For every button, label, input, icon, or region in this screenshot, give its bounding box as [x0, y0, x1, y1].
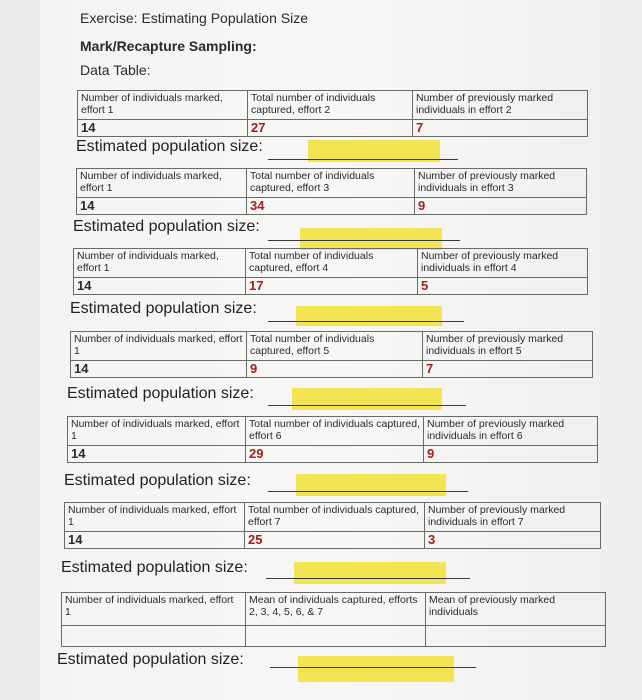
value-previously-marked: 7	[413, 120, 588, 137]
header-mean-previously-marked: Mean of previously marked individuals	[426, 593, 606, 626]
value-mean-previously-marked[interactable]	[426, 626, 606, 647]
header-marked-effort-1: Number of individuals marked, effort 1	[68, 417, 246, 446]
header-previously-marked: Number of previously marked individuals in effort 7	[425, 503, 601, 532]
answer-highlight	[300, 228, 442, 250]
header-captured: Total number of individuals captured, effort 7	[245, 503, 425, 532]
section-subtitle: Mark/Recapture Sampling:	[80, 38, 257, 54]
answer-line[interactable]	[268, 240, 460, 241]
estimate-label: Estimated population size:	[57, 651, 244, 668]
header-captured: Total number of individuals captured, effort 2	[248, 91, 413, 120]
answer-line[interactable]	[268, 159, 458, 160]
value-marked: 14	[71, 361, 247, 378]
header-marked-effort-1: Number of individuals marked, effort 1	[71, 332, 247, 361]
estimate-label: Estimated population size:	[73, 218, 260, 235]
data-table-means	[61, 592, 606, 647]
value-previously-marked: 7	[423, 361, 593, 378]
value-marked: 14	[65, 532, 245, 549]
answer-highlight	[298, 656, 454, 682]
value-previously-marked: 5	[418, 278, 588, 295]
estimate-label: Estimated population size:	[76, 138, 263, 155]
estimate-label: Estimated population size:	[67, 385, 254, 402]
header-marked-effort-1: Number of individuals marked, effort 1	[62, 593, 246, 626]
data-table-effort-7	[64, 502, 601, 549]
answer-line[interactable]	[270, 667, 476, 668]
data-table-effort-3	[76, 168, 587, 215]
table-label: Data Table:	[80, 62, 151, 78]
answer-highlight	[296, 474, 446, 496]
answer-line[interactable]	[268, 321, 464, 322]
header-previously-marked: Number of previously marked individuals in effort 5	[423, 332, 593, 361]
value-previously-marked: 9	[424, 446, 598, 463]
data-table-effort-4	[73, 248, 588, 295]
value-marked: 14	[78, 120, 248, 137]
value-marked: 14	[77, 198, 247, 215]
header-previously-marked: Number of previously marked individuals in effort 2	[413, 91, 588, 120]
header-previously-marked: Number of previously marked individuals in effort 6	[424, 417, 598, 446]
answer-line[interactable]	[268, 405, 466, 406]
header-marked-effort-1: Number of individuals marked, effort 1	[65, 503, 245, 532]
estimate-label: Estimated population size:	[70, 300, 257, 317]
estimate-label: Estimated population size:	[64, 472, 251, 489]
value-previously-marked: 3	[425, 532, 601, 549]
header-marked-effort-1: Number of individuals marked, effort 1	[78, 91, 248, 120]
header-captured: Total number of individuals captured, effort 5	[247, 332, 423, 361]
header-captured: Total number of individuals captured, effort 4	[246, 249, 418, 278]
value-captured: 27	[248, 120, 413, 137]
header-captured: Total number of individuals captured, effort 6	[246, 417, 424, 446]
answer-line[interactable]	[266, 578, 470, 579]
header-captured: Total number of individuals captured, effort 3	[247, 169, 415, 198]
data-table-effort-2	[77, 90, 588, 137]
header-mean-captured: Mean of individuals captured, efforts 2, 3, 4, 5, 6, & 7	[246, 593, 426, 626]
value-marked: 14	[74, 278, 246, 295]
value-captured: 9	[247, 361, 423, 378]
estimate-label: Estimated population size:	[61, 559, 248, 576]
data-table-effort-6	[67, 416, 598, 463]
header-previously-marked: Number of previously marked individuals in effort 3	[415, 169, 587, 198]
answer-highlight	[292, 388, 442, 410]
value-mean-captured[interactable]	[246, 626, 426, 647]
answer-highlight	[296, 306, 442, 326]
value-marked: 14	[68, 446, 246, 463]
value-captured: 25	[245, 532, 425, 549]
exercise-title: Exercise: Estimating Population Size	[80, 10, 308, 26]
value-captured: 29	[246, 446, 424, 463]
header-previously-marked: Number of previously marked individuals in effort 4	[418, 249, 588, 278]
answer-line[interactable]	[268, 491, 468, 492]
header-marked-effort-1: Number of individuals marked, effort 1	[77, 169, 247, 198]
value-previously-marked: 9	[415, 198, 587, 215]
header-marked-effort-1: Number of individuals marked, effort 1	[74, 249, 246, 278]
value-captured: 17	[246, 278, 418, 295]
answer-highlight	[294, 562, 446, 584]
value-marked[interactable]	[62, 626, 246, 647]
data-table-effort-5	[70, 331, 593, 378]
value-captured: 34	[247, 198, 415, 215]
